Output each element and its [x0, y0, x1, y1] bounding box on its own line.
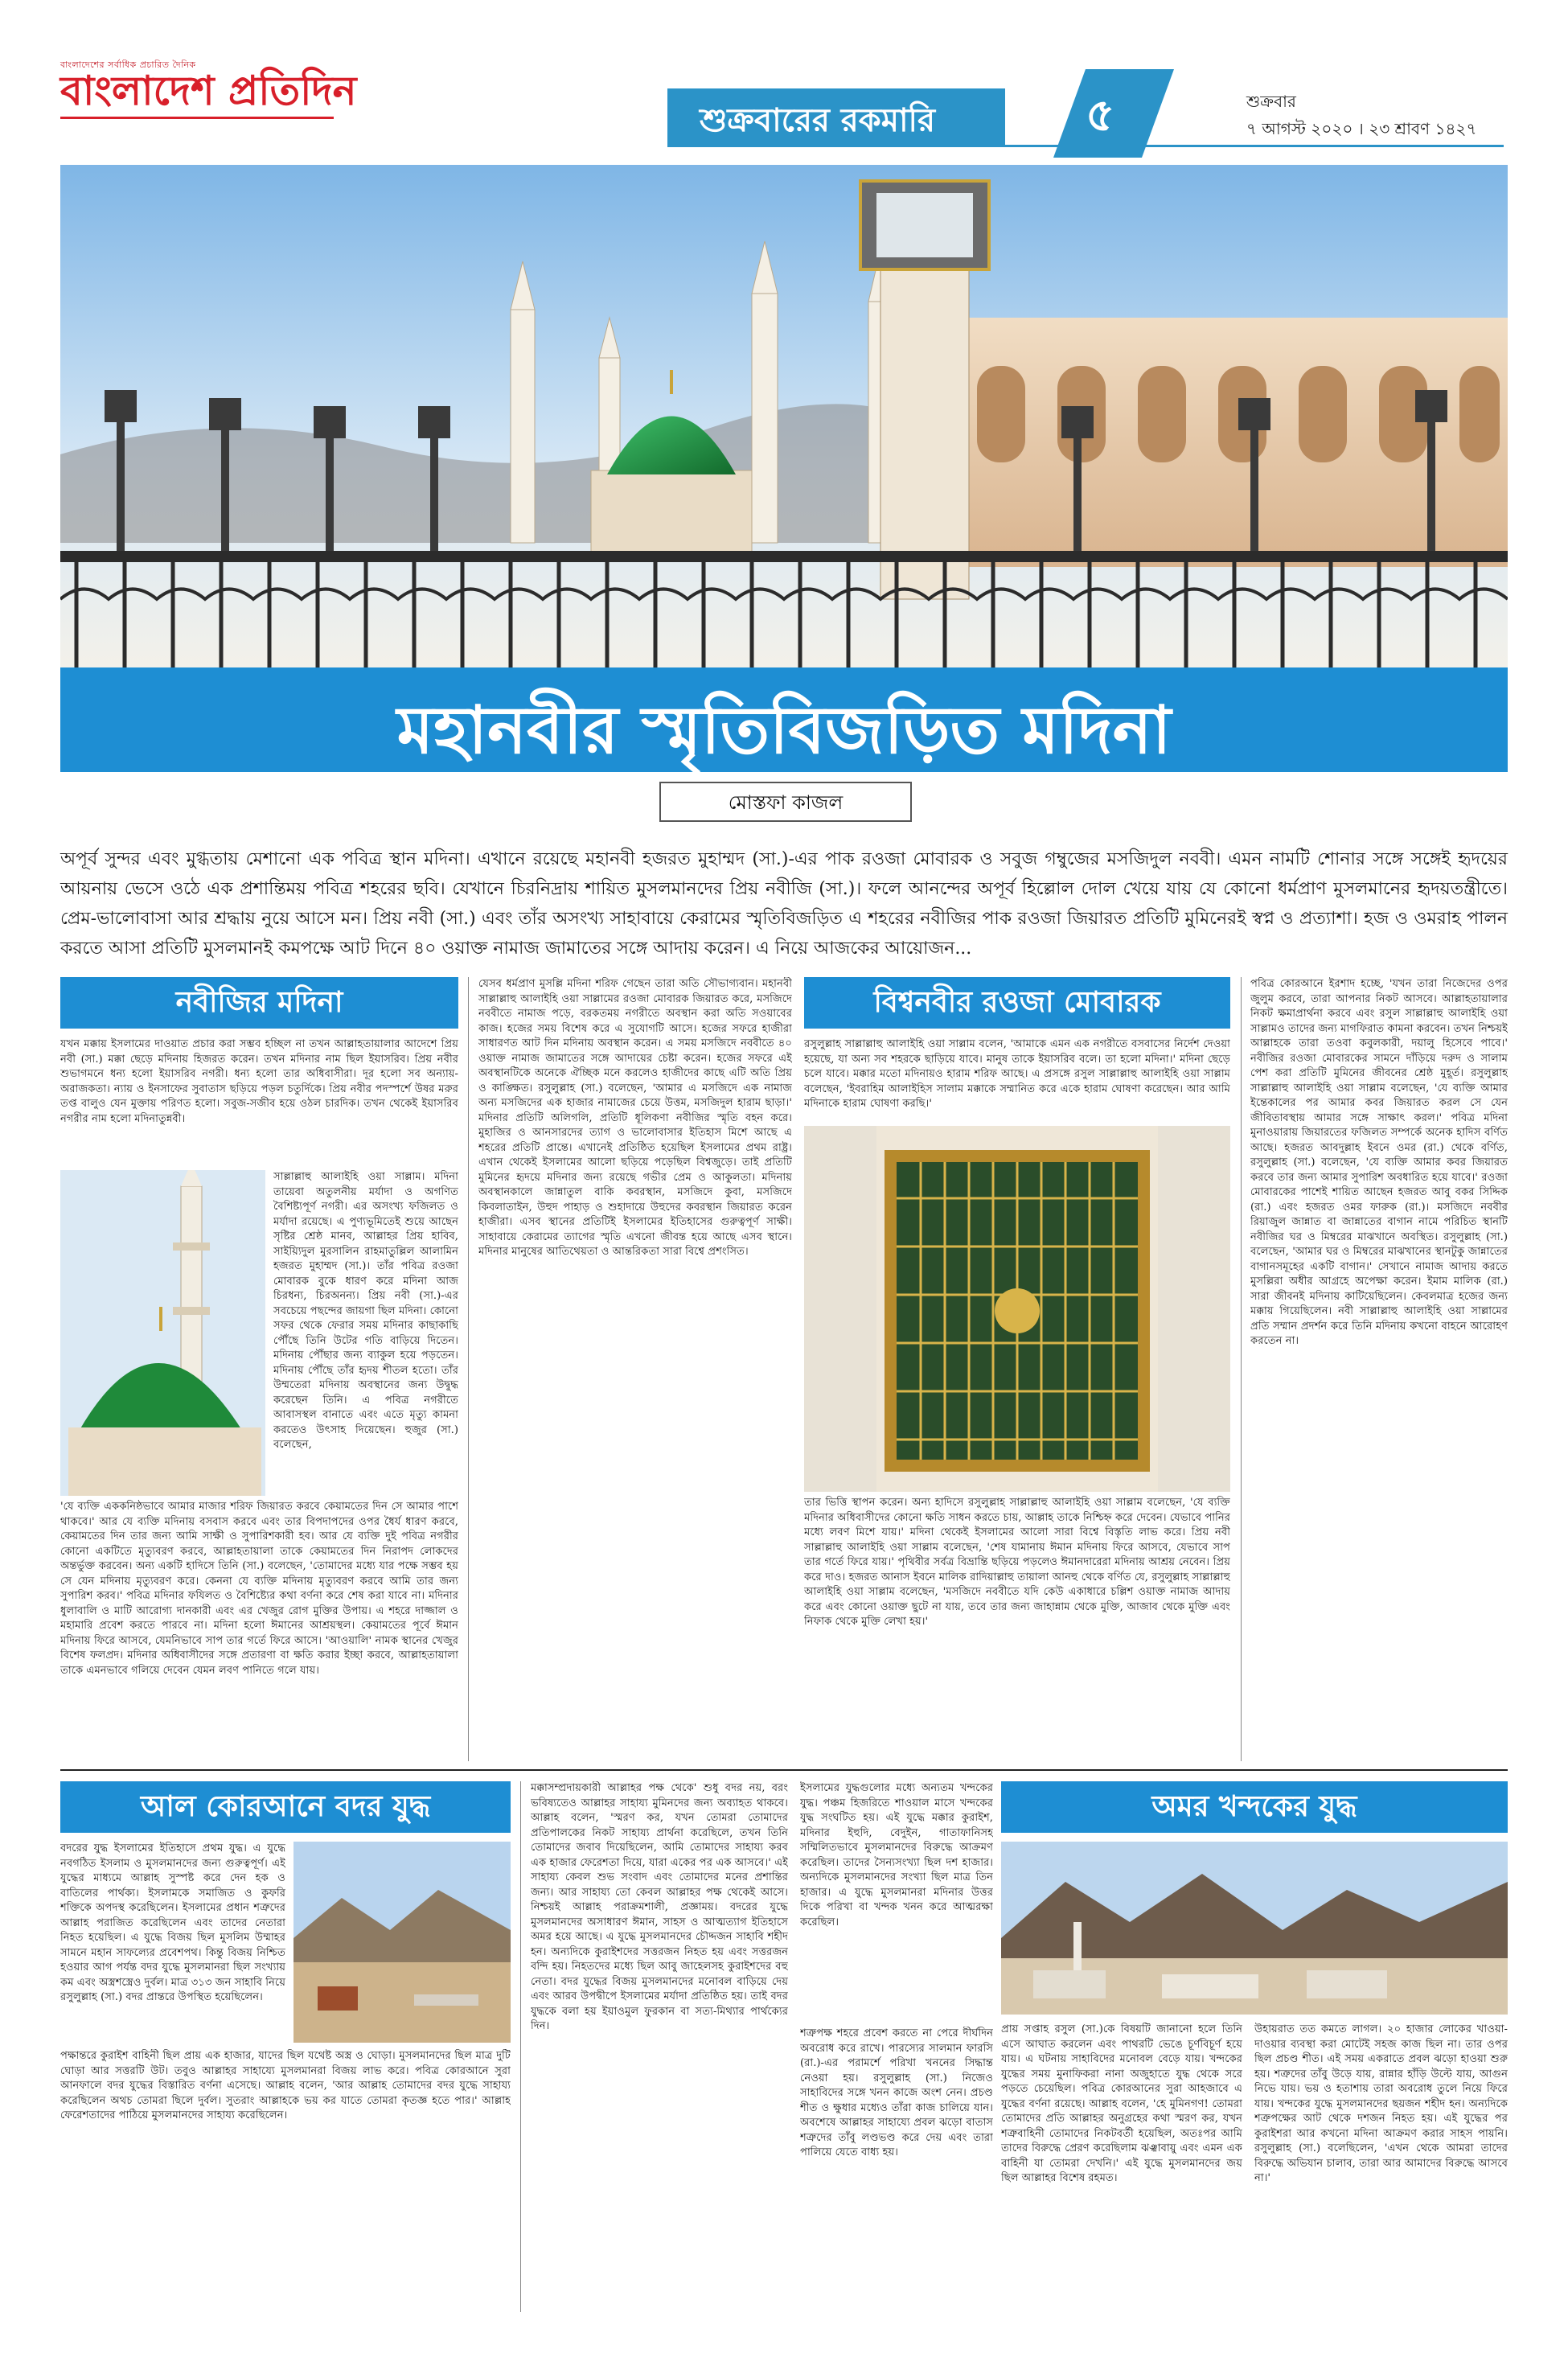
hero-illustration — [60, 165, 1508, 667]
photo-rawza-grille — [804, 1126, 1230, 1492]
issue-day: শুক্রবার — [1246, 92, 1296, 111]
article-text: পবিত্র কোরআনে ইরশাদ হচ্ছে, 'যখন তারা নিজেদের ওপর জুলুম করবে, তারা আপনার নিকট আসবে। আল্লাহতায়ালার নিকট ক্ষমাপ্রার্থনা করবে এবং রসুল সাল্লাল্লাহু আলাইহি ওয়া সাল্লামও তাদের জন্য মাগফিরাত কামনা করবেন। তখন নিশ্চয়ই আল্লাহকে তারা তওবা কবুলকারী, দয়ালু হিসেবে পাবে।' নবীজির রওজা মোবারকের সামনে দাঁড়িয়ে দরুদ ও সালাম পেশ করা প্রতিটি মুমিনের জীবনের শ্রেষ্ঠ মুহূর্ত। রসুলুল্লাহ সাল্লাল্লাহু আলাইহি ওয়া সাল্লাম বলেছেন, 'যে ব্যক্তি আমার ইন্তেকালের পর আমার কবর জিয়ারত করল সে যেন জীবিতাবস্থায় আমার সঙ্গে সাক্ষাৎ করল।' পবিত্র মদিনা মুনাওয়ারায় জিয়ারতের ফজিলত সম্পর্কে অনেক হাদিস বর্ণিত আছে। হজরত আবদুল্লাহ ইবনে ওমর (রা.) থেকে বর্ণিত, রসুলুল্লাহ (সা.) বলেছেন, 'যে ব্যক্তি আমার কবর জিয়ারত করবে তার জন্য আমার সুপারিশ অবধারিত হয়ে যাবে।' রওজা মোবারকের পাশেই শায়িত আছেন হজরত আবু বকর সিদ্দিক (রা.) এবং হজরত ওমর ফারুক (রা.)। মসজিদে নববীর রিয়াজুল জান্নাত বা জান্নাতের বাগান নামে পরিচিত স্থানটি নবীজির ঘর ও মিম্বরের মাঝখানে অবস্থিত। রসুলুল্লাহ (সা.) বলেছেন, 'আমার ঘর ও মিম্বরের মাঝখানের স্থানটুকু জান্নাতের বাগানসমূহের একটি বাগান।' সেখানে নামাজ আদায় করতে মুসল্লিরা অধীর আগ্রহে অপেক্ষা করেন। ইমাম মালিক (রা.) সারা জীবনই মদিনায় কাটিয়েছিলেন। কেবলমাত্র হজের জন্য মক্কায় গিয়েছিলেন। নবী সাল্লাল্লাহু আলাইহি ওয়া সাল্লামের প্রতি সম্মান প্রদর্শন করে তিনি মদিনায় কখনো বাহনে আরোহণ করতেন না। — [1250, 978, 1508, 1347]
section-heading-rawza-mubarak: বিশ্বনবীর রওজা মোবারক — [804, 977, 1230, 1029]
hero-photo-madina — [60, 165, 1508, 667]
section-separator — [60, 1769, 1508, 1771]
author-byline: মোস্তফা কাজল — [728, 791, 844, 814]
article-text: মক্কাসম্প্রদায়কারী আল্লাহর পক্ষ থেকে' শুধু বদর নয়, বরং ভবিষ্যতেও আল্লাহর সাহায্য মুমিনদের জন্য অব্যাহত থাকবে। আল্লাহ বলেন, 'স্মরণ কর, যখন তোমরা তোমাদের প্রতিপালকের নিকট সাহায্য প্রার্থনা করেছিলে, তখন তিনি তোমাদের জবাব দিয়েছিলেন, আমি তোমাদের সাহায্য করব এক হাজার ফেরেশতা দিয়ে, যারা একের পর এক আসবে।' এই সাহায্য কেবল শুভ সংবাদ এবং তোমাদের মনের প্রশান্তির জন্য। আর সাহায্য তো কেবল আল্লাহর পক্ষ থেকেই আসে। নিশ্চয়ই আল্লাহ পরাক্রমশালী, প্রজ্ঞাময়। বদরের যুদ্ধে মুসলমানদের অসাধারণ ঈমান, সাহস ও আত্মত্যাগ ইতিহাসে অমর হয়ে আছে। এ যুদ্ধে মুসলমানদের চৌদ্দজন সাহাবি শহীদ হন। অন্যদিকে কুরাইশদের সত্তরজন নিহত হয় এবং সত্তরজন বন্দি হয়। নিহতদের মধ্যে ছিল আবু জাহেলসহ কুরাইশদের বহু নেতা। বদর যুদ্ধের বিজয় মুসলমানদের মনোবল বাড়িয়ে দেয় এবং আরব উপদ্বীপে ইসলামের মর্যাদা প্রতিষ্ঠিত হয়। তাই বদর যুদ্ধকে বলা হয় ইয়াওমুল ফুরকান বা সত্য-মিথ্যার পার্থক্যের দিন। — [531, 1782, 788, 2032]
article-text: শত্রুপক্ষ শহরে প্রবেশ করতে না পেরে দীর্ঘদিন অবরোধ করে রাখে। পারস্যের সালমান ফারসি (রা.)-এর পরামর্শে পরিখা খননের সিদ্ধান্ত নেওয়া হয়। রসুলুল্লাহ (সা.) নিজেও সাহাবিদের সঙ্গে খনন কাজে অংশ নেন। প্রচণ্ড শীত ও ক্ষুধার মধ্যেও তাঁরা কাজ চালিয়ে যান। অবশেষে আল্লাহর সাহায্যে প্রবল ঝড়ো বাতাস শত্রুদের তাঁবু লণ্ডভণ্ড করে দেয় এবং তারা পালিয়ে যেতে বাধ্য হয়। — [800, 2027, 993, 2158]
article-text: যখন মক্কায় ইসলামের দাওয়াত প্রচার করা সম্ভব হচ্ছিল না তখন আল্লাহতায়ালার আদেশে প্রিয় নবী (সা.) মক্কা ছেড়ে মদিনায় হিজরত করেন। তখন মদিনার নাম ছিল ইয়াসরিব। প্রিয় নবীর শুভাগমনে ধন্য হলো ইয়াসরিব নগরী। ধন্য হলো তার অধিবাসীরা। দূর হলো সব অন্যায়-অরাজকতা। ন্যায় ও ইনসাফের সুবাতাস ছড়িয়ে পড়ল চতুর্দিকে। প্রিয় নবীর পদস্পর্শে উষর মরুর তপ্ত বালুও যেন মুক্তায় পরিণত হলো। সবুজ-সজীব হয়ে ওঠল চারদিক। তখন থেকেই ইয়াসরিব নগরীর নাম হলো মদিনাতুন্নবী। — [60, 1038, 458, 1125]
article-text: পক্ষান্তরে কুরাইশ বাহিনী ছিল প্রায় এক হাজার, যাদের ছিল যথেষ্ট অস্ত্র ও ঘোড়া। মুসলমানদের ছিল মাত্র দুটি ঘোড়া আর সত্তরটি উট। তবুও আল্লাহর সাহায্যে মুসলমানরা বিজয় লাভ করে। পবিত্র কোরআনে সুরা আনফালে বদর যুদ্ধের বিস্তারিত বর্ণনা এসেছে। আল্লাহ বলেন, 'আর আল্লাহ তোমাদের বদর যুদ্ধে সাহায্য করেছিলেন অথচ তোমরা ছিলে দুর্বল। সুতরাং আল্লাহকে ভয় কর যাতে তোমরা কৃতজ্ঞ হতে পার।' আল্লাহ ফেরেশতাদের পাঠিয়ে মুসলমানদের সাহায্য করেছিলেন। — [60, 2050, 511, 2121]
article-text: তার ভিত্তি স্থাপন করেন। অন্য হাদিসে রসুলুল্লাহ সাল্লাল্লাহু আলাইহি ওয়া সাল্লাম বলেছেন, 'যে ব্যক্তি মদিনার অধিবাসীদের কোনো ক্ষতি সাধন করতে চায়, আল্লাহ তাকে নিশ্চিহ্ন করে দেবেন। যেভাবে পানির মধ্যে লবণ মিশে যায়।' মদিনা থেকেই ইসলামের আলো সারা বিশ্বে বিস্তৃতি লাভ করে। প্রিয় নবী সাল্লাল্লাহু আলাইহি ওয়া সাল্লাম বলেছেন, 'শেষ যামানায় ঈমান মদিনায় ফিরে আসবে, যেভাবে সাপ তার গর্তে ফিরে যায়।' পৃথিবীর সর্বত্র বিভ্রান্তি ছড়িয়ে পড়লেও ঈমানদারেরা মদিনায় আশ্রয় নেবেন। প্রিয় করে দাও। হজরত আনাস ইবনে মালিক রাদিয়াল্লাহু তায়ালা আনহু থেকে বর্ণিত যে, রসুলুল্লাহ সাল্লাল্লাহু আলাইহি ওয়া সাল্লাম বলেছেন, 'মসজিদে নববীতে যদি কেউ একাধারে চল্লিশ ওয়াক্ত নামাজ আদায় করে এবং কোনো ওয়াক্ত ছুটে না যায়, তবে তার জন্য জাহান্নাম থেকে মুক্তি, আজাব থেকে মুক্তি এবং নিফাক থেকে মুক্তি লেখা হয়।' — [804, 1497, 1230, 1628]
article-text: বদরের যুদ্ধ ইসলামের ইতিহাসে প্রথম যুদ্ধ। এ যুদ্ধে নবগঠিত ইসলাম ও মুসলমানদের জন্য গুরুত্বপূর্ণ। এই যুদ্ধের মাধ্যমে আল্লাহ সুস্পষ্ট করে দেন হক ও বাতিলের পার্থক্য। ইসলামকে সমাজিত ও কুফরি শক্তিকে অপদস্থ করেছিলেন। ইসলামের প্রধান শত্রুদের আল্লাহ পরাজিত করেছিলেন এবং তাদের নেতারা নিহত হয়েছিল। এ যুদ্ধে বিজয় ছিল মুসলিম উম্মাহর সামনে মহান সাফল্যের প্রবেশপথ। কিন্তু বিজয় নিশ্চিত হওয়ার আগ পর্যন্ত বদর যুদ্ধে মুসলমানরা ছিল সংখ্যায় কম এবং অস্ত্রশস্ত্রেও দুর্বল। মাত্র ৩১৩ জন সাহাবি নিয়ে রসুলুল্লাহ (সা.) বদর প্রান্তরে উপস্থিত হয়েছিলেন। — [60, 1842, 285, 2003]
article-text: ইসলামের যুদ্ধগুলোর মধ্যে অন্যতম খন্দকের যুদ্ধ। পঞ্চম হিজরিতে শাওয়াল মাসে খন্দকের যুদ্ধ সংঘটিত হয়। এই যুদ্ধে মক্কার কুরাইশ, মদিনার ইহুদি, বেদুইন, গাতাফানিসহ সম্মিলিতভাবে মুসলমানদের বিরুদ্ধে আক্রমণ করেছিল। তাদের সৈন্যসংখ্যা ছিল দশ হাজার। অন্যদিকে মুসলমানদের সংখ্যা ছিল মাত্র তিন হাজার। এ যুদ্ধে মুসলমানরা মদিনার উত্তর দিকে পরিখা বা খন্দক খনন করে আত্মরক্ষা করেছিল। — [800, 1782, 993, 1928]
article-text: রসুলুল্লাহ সাল্লাল্লাহু আলাইহি ওয়া সাল্লাম বলেন, 'আমাকে এমন এক নগরীতে বসবাসের নির্দেশ দেওয়া হয়েছে, যা অন্য সব শহরকে ছাড়িয়ে যাবে। মানুষ তাকে ইয়াসরিব বলে। তা হলো মদিনা।' মদিনা ছেড়ে চলে যাবে। মক্কার মতো মদিনায়ও হারাম শরিফ আছে। এ প্রসঙ্গে রসুল সাল্লাল্লাহু আলাইহি ওয়া সাল্লাম বলেছেন, 'ইবরাহিম আলাইহিস সালাম মক্কাকে সম্মানিত করে একে হারাম ঘোষণা করেছেন। আর আমি মদিনাকে হারাম ঘোষণা করছি।' — [804, 1038, 1230, 1110]
masthead — [0, 0, 1568, 161]
photo-green-dome — [60, 1170, 265, 1496]
article-text: প্রায় সপ্তাহ রসুল (সা.)কে বিষয়টি জানানো হলে তিনি এসে আঘাত করলেন এবং পাথরটি ভেঙে চূর্ণবিচূর্ণ হয়ে যায়। এ ঘটনায় সাহাবিদের মনোবল বেড়ে যায়। খন্দকের যুদ্ধের সময় মুনাফিকরা নানা অজুহাতে যুদ্ধ থেকে সরে পড়তে চেয়েছিল। পবিত্র কোরআনের সুরা আহজাবে এ যুদ্ধের বর্ণনা রয়েছে। আল্লাহ বলেন, 'হে মুমিনগণ! তোমরা তোমাদের প্রতি আল্লাহর অনুগ্রহের কথা স্মরণ কর, যখন শত্রুবাহিনী তোমাদের নিকটবর্তী হয়েছিল, অতঃপর আমি তাদের বিরুদ্ধে প্রেরণ করেছিলাম ঝঞ্ঝাবায়ু এবং এমন এক বাহিনী যা তোমরা দেখনি।' এই যুদ্ধে মুসলমানদের জয় ছিল আল্লাহর বিশেষ রহমত। — [1001, 2023, 1242, 2184]
header-rule — [667, 145, 1504, 147]
photo-khandaq-mountains — [1001, 1842, 1508, 2015]
section-title: শুক্রবারের রকমারি — [700, 102, 935, 139]
column-divider — [468, 977, 469, 1761]
logo-underline — [60, 117, 334, 119]
article-text: 'যে ব্যক্তি এককনিষ্ঠভাবে আমার মাজার শরিফ জিয়ারত করবে কেয়ামতের দিন সে আমার পাশে থাকবে।' আর যে ব্যক্তি মদিনায় বসবাস করবে এবং তার বিপদাপদের ওপর ধৈর্য ধারণ করবে, কেয়ামতের দিন তার জন্য আমি সাক্ষী ও সুপারিশকারী হব। আর যে ব্যক্তি দুই পবিত্র নগরীর কোনো একটিতে মৃত্যুবরণ করবে, আল্লাহতায়ালা তাকে কেয়ামতের দিন নিরাপদ লোকদের অন্তর্ভুক্ত করবেন। অন্য একটি হাদিসে তিনি (সা.) বলেছেন, 'তোমাদের মধ্যে যার পক্ষে সম্ভব হয় সে যেন মদিনায় মৃত্যুবরণ করে। কেননা যে ব্যক্তি মদিনায় মৃত্যুবরণ করবে আমি তার জন্য সুপারিশ করব।' পবিত্র মদিনার ফযিলত ও বৈশিষ্ট্যের কথা বর্ণনা করে শেষ করা যাবে না। মদিনার ধুলাবালি ও মাটি আরোগ্য দানকারী এবং এর খেজুর রোগ মুক্তির উপায়। এ শহরে দাজ্জাল ও মহামারি প্রবেশ করতে পারবে না। মদিনা হলো ঈমানের আশ্রয়স্থল। কেয়ামতের পূর্বে ঈমান মদিনায় ফিরে আসবে, যেমনিভাবে সাপ তার গর্তে ফিরে আসে। 'আওয়ালি' নামক স্থানের খেজুর বিশেষ ফলপ্রদ। মদিনার অধিবাসীদের সঙ্গে প্রতারণা বা ক্ষতি করার ইচ্ছা করবে, আল্লাহতায়ালা তাকে এমনভাবে গলিয়ে দেবেন যেমন লবণ পানিতে গলে যায়। — [60, 1501, 458, 1677]
newspaper-logo[interactable]: বাংলাদেশ প্রতিদিন — [60, 68, 357, 114]
column-divider — [1241, 977, 1242, 1761]
newspaper-tagline: বাংলাদেশের সর্বাধিক প্রচারিত দৈনিক — [60, 60, 196, 70]
article-text: যেসব ধর্মপ্রাণ মুসল্লি মদিনা শরিফ গেছেন তারা অতি সৌভাগ্যবান। মহানবী সাল্লাল্লাহু আলাইহি ওয়া সাল্লামের রওজা মোবারক জিয়ারত করে, মসজিদে নববীতে নামাজ পড়ে, বরকতময় নগরীতে অবস্থান করা অতি সওয়াবের কাজ। হজের সময় বিশেষ করে এ সুযোগটি আসে। হজের সফরে হাজীরা সাধারণত আট দিন মদিনায় অবস্থান করেন। এ সময় মসজিদে নববীতে ৪০ ওয়াক্ত নামাজ জামাতের সঙ্গে আদায়ের চেষ্টা করেন। হজের সফরে এই অবস্থানটিকে অনেকে ঐচ্ছিক মনে করলেও হাজীদের কাছে এটি অতি প্রিয় ও কাঙ্ক্ষিত। রসুলুল্লাহ (সা.) বলেছেন, 'আমার এ মসজিদে এক নামাজ অন্য মসজিদের এক হাজার নামাজের চেয়ে উত্তম, মসজিদুল হারাম ছাড়া।' মদিনার প্রতিটি অলিগলি, প্রতিটি ধূলিকণা নবীজির স্মৃতি বহন করে। মুহাজির ও আনসারদের ত্যাগ ও ভালোবাসার ইতিহাস মিশে আছে এ শহরের প্রতিটি প্রান্তে। এখানেই প্রতিষ্ঠিত হয়েছিল ইসলামের প্রথম রাষ্ট্র। এখান থেকেই ইসলামের আলো ছড়িয়ে পড়েছিল বিশ্বজুড়ে। তাই প্রতিটি মুমিনের হৃদয়ে মদিনার জন্য রয়েছে গভীর প্রেম ও আকুলতা। মদিনায় অবস্থানকালে জান্নাতুল বাকি কবরস্থান, মসজিদে কুবা, মসজিদে কিবলাতাইন, উহুদ পাহাড় ও শুহাদায়ে উহুদের কবরস্থান জিয়ারত করেন হাজীরা। এসব স্থানের প্রতিটিই ইসলামের ইতিহাসের গুরুত্বপূর্ণ সাক্ষী। সাহাবায়ে কেরামের ত্যাগের স্মৃতি এখনো জীবন্ত হয়ে আছে এসব স্থানে। মদিনার মানুষের আতিথেয়তা ও আন্তরিকতা সারা বিশ্বে প্রশংসিত। — [478, 978, 792, 1258]
article-text: উহায়রাত তত কমতে লাগল। ২০ হাজার লোকের খাওয়া-দাওয়ার ব্যবস্থা করা মোটেই সহজ কাজ ছিল না। তার ওপর ছিল প্রচণ্ড শীত। এই সময় একরাতে প্রবল ঝড়ো হাওয়া শুরু হয়। শত্রুদের তাঁবু উড়ে যায়, রান্নার হাঁড়ি উল্টে যায়, আগুন নিভে যায়। ভয় ও হতাশায় তারা অবরোধ তুলে নিয়ে ফিরে যায়। খন্দকের যুদ্ধে মুসলমানদের ছয়জন শহীদ হন। অন্যদিকে শত্রুপক্ষের আট থেকে দশজন নিহত হয়। এই যুদ্ধের পর কুরাইশরা আর কখনো মদিনা আক্রমণ করার সাহস পায়নি। রসুলুল্লাহ (সা.) বলেছিলেন, 'এখন থেকে আমরা তাদের বিরুদ্ধে অভিযান চালাব, তারা আর আমাদের বিরুদ্ধে আসবে না।' — [1254, 2023, 1508, 2184]
article-text: সাল্লাল্লাহু আলাইহি ওয়া সাল্লাম। মদিনা তায়েবা অতুলনীয় মর্যাদা ও অগণিত বৈশিষ্ট্যপূর্ণ নগরী। এর অসংখ্য ফজিলত ও মর্যাদা রয়েছে। এ পুণ্যভূমিতেই শুয়ে আছেন সৃষ্টির শ্রেষ্ঠ মানব, আল্লাহর প্রিয় হাবিব, সাইয়্যিদুল মুরসালিন রাহমাতুল্লিল আলামিন হজরত মুহাম্মদ (সা.)। তাঁর পবিত্র রওজা মোবারক বুকে ধারণ করে মদিনা আজ চিরধন্য, চিরঅনন্য। প্রিয় নবী (সা.)-এর সবচেয়ে পছন্দের জায়গা ছিল মদিনা। কোনো সফর থেকে ফেরার সময় মদিনার কাছাকাছি পৌঁছে তিনি উটের গতি বাড়িয়ে দিতেন। মদিনায় পৌঁছার জন্য ব্যাকুল হয়ে পড়তেন। মদিনায় পৌঁছে তাঁর হৃদয় শীতল হতো। তাঁর উম্মতেরা মদিনায় অবস্থানের জন্য উদ্বুদ্ধ করেছেন তিনি। এ পবিত্র নগরীতে আবাসস্থল বানাতে এবং এতে মৃত্যু কামনা করতেও উৎসাহ দিয়েছেন। হুজুর (সা.) বলেছেন, — [273, 1171, 458, 1451]
photo-badr-field — [293, 1842, 511, 2043]
section-heading-nabijir-madina: নবীজির মদিনা — [60, 977, 458, 1029]
section-heading-badr: আল কোরআনে বদর যুদ্ধ — [60, 1781, 511, 1833]
section-heading-khandaq: অমর খন্দকের যুদ্ধ — [1001, 1781, 1508, 1833]
intro-paragraph: অপূর্ব সুন্দর এবং মুগ্ধতায় মেশানো এক পবিত্র স্থান মদিনা। এখানে রয়েছে মহানবী হজরত মুহাম্মদ (সা.)-এর পাক রওজা মোবারক ও সবুজ গম্বুজের মসজিদুল নববী। এমন নামটি শোনার সঙ্গে সঙ্গেই হৃদয়ের আয়নায় ভেসে ওঠে এক প্রশান্তিময় পবিত্র শহরের ছবি। যেখানে চিরনিদ্রায় শায়িত মুসলমানদের প্রিয় নবীজি (সা.)। ফলে আনন্দের অপূর্ব হিল্লোল দোল খেয়ে যায় যে কোনো ধর্মপ্রাণ মুসলমানের হৃদয়তন্ত্রীতে। প্রেম-ভালোবাসা আর শ্রদ্ধায় নুয়ে আসে মন। প্রিয় নবী (সা.) এবং তাঁর অসংখ্য সাহাবায়ে কেরামের স্মৃতিবিজড়িত এ শহরের নবীজির পাক রওজা জিয়ারত প্রতিটি মুমিনেরই স্বপ্ন ও প্রত্যাশা। হজ ও ওমরাহ পালন করতে আসা প্রতিটি মুসলমানই কমপক্ষে আট দিনে ৪০ ওয়াক্ত নামাজ জামাতের সঙ্গে আদায় করেন। এ নিয়ে আজকের আয়োজন... — [60, 849, 1508, 959]
column-divider — [520, 1781, 521, 2312]
page-number: ৫ — [1086, 89, 1115, 142]
page-headline: মহানবীর স্মৃতিবিজড়িত মদিনা — [396, 692, 1172, 769]
issue-date: ৭ আগস্ট ২০২০ । ২৩ শ্রাবণ ১৪২৭ — [1246, 119, 1477, 138]
